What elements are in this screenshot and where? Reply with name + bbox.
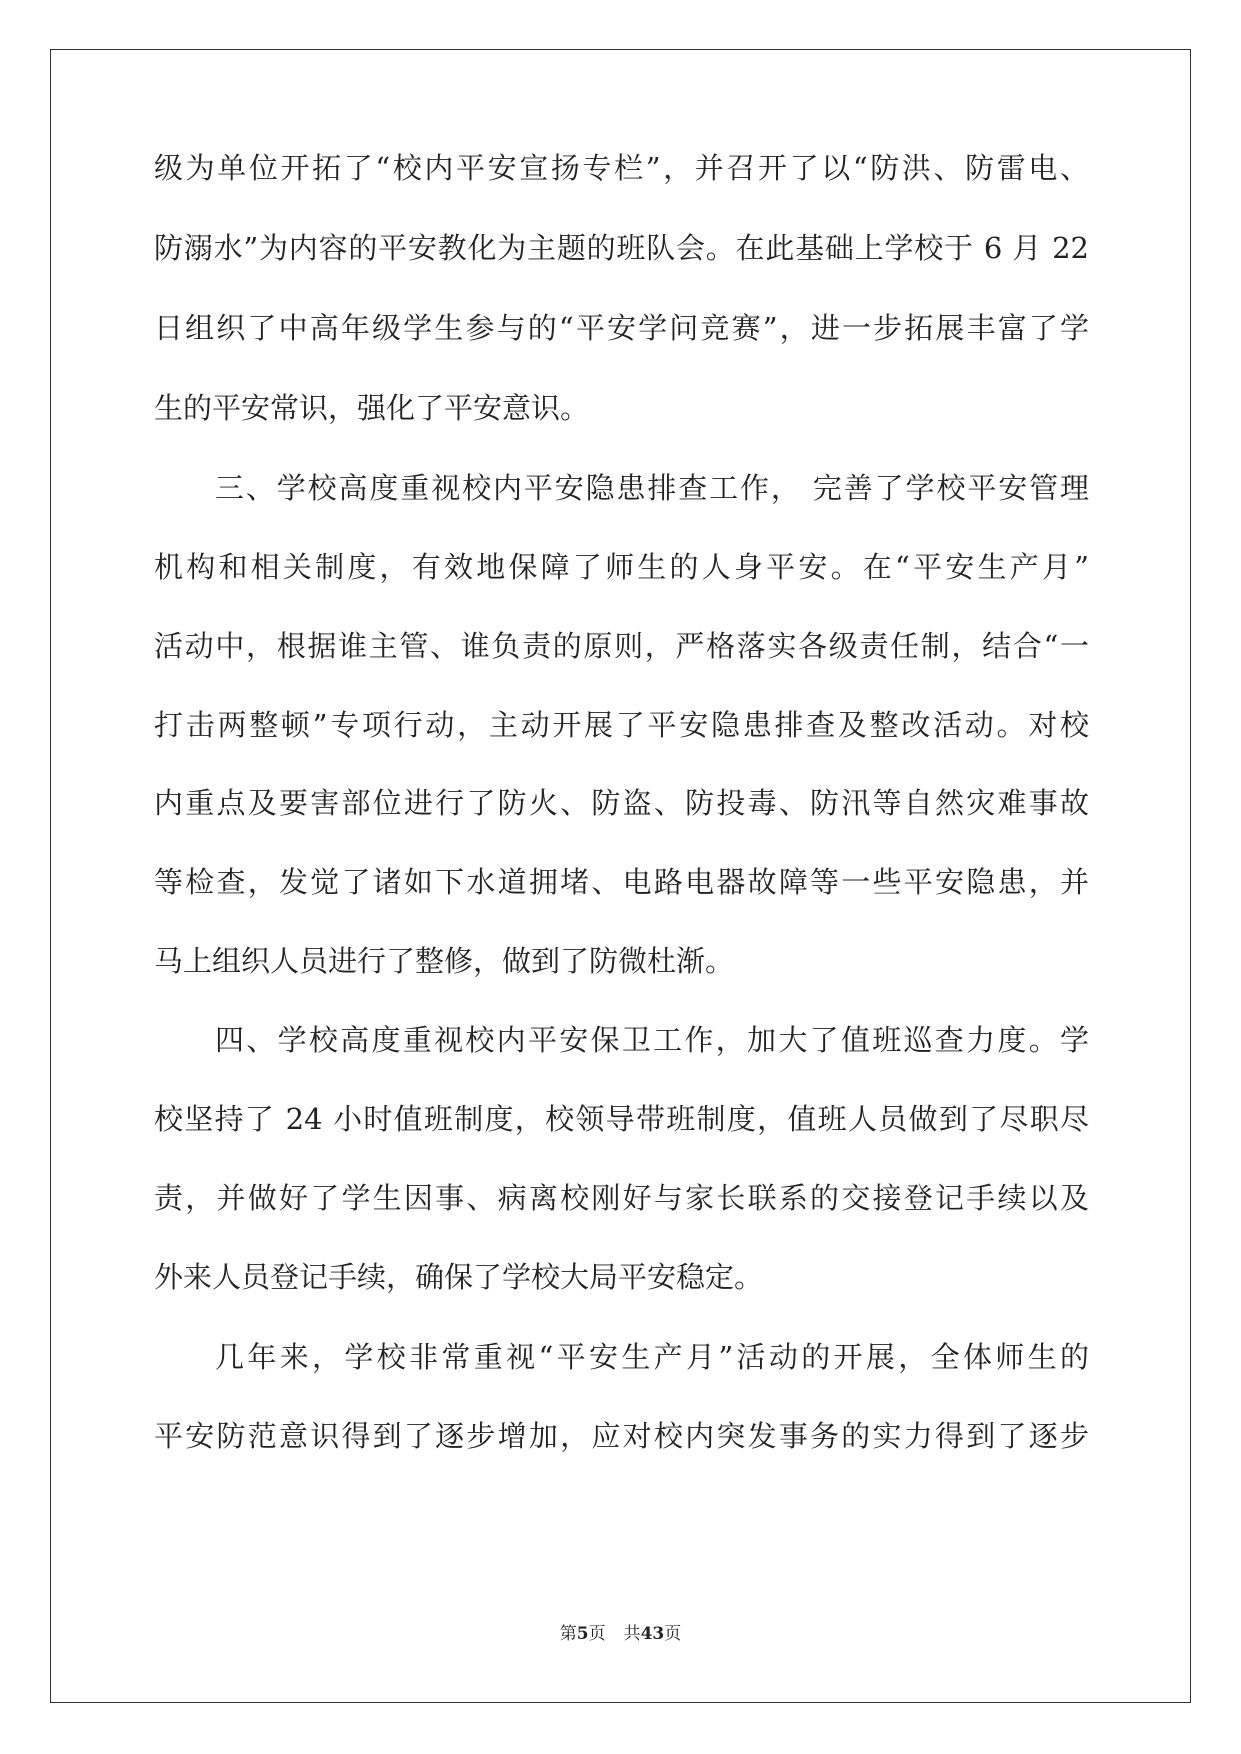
page-prefix: 第 (559, 1624, 577, 1644)
text-line: 打击两整顿”专项行动，主动开展了平安隐患排查及整改活动。对校 (154, 708, 1089, 742)
text-line: 机构和相关制度，有效地保障了师生的人身平安。在“平安生产月” (154, 550, 1089, 584)
total-pages: 43 (640, 1624, 665, 1644)
page-number: 5 (576, 1624, 589, 1644)
text-line: 外来人员登记手续，确保了学校大局平安稳定。 (154, 1260, 764, 1294)
text-line: 责，并做好了学生因事、病离校刚好与家长联系的交接登记手续以及 (154, 1181, 1089, 1215)
text-line: 活动中，根据谁主管、谁负责的原则，严格落实各级责任制，结合“一 (154, 629, 1089, 663)
page-suffix: 页 (588, 1624, 606, 1644)
paragraph-start-line: 三、学校高度重视校内平安隐患排查工作， 完善了学校平安管理 (215, 471, 1089, 505)
text-line: 平安防范意识得到了逐步增加，应对校内突发事务的实力得到了逐步 (154, 1419, 1089, 1453)
text-line: 内重点及要害部位进行了防火、防盗、防投毒、防汛等自然灾难事故 (154, 786, 1089, 820)
page-footer (0, 1622, 1241, 1646)
text-line: 生的平安常识，强化了平安意识。 (154, 391, 590, 425)
text-line: 校坚持了 24 小时值班制度，校领导带班制度，值班人员做到了尽职尽 (154, 1102, 1089, 1136)
text-line: 等检查，发觉了诸如下水道拥堵、电路电器故障等一些平安隐患，并 (154, 865, 1089, 899)
text-line: 级为单位开拓了“校内平安宣扬专栏”，并召开了以“防洪、防雷电、 (154, 151, 1089, 185)
text-line: 马上组织人员进行了整修，做到了防微杜渐。 (154, 944, 735, 978)
text-line: 日组织了中高年级学生参与的“平安学问竞赛”，进一步拓展丰富了学 (154, 311, 1089, 345)
text-line: 防溺水”为内容的平安教化为主题的班队会。在此基础上学校于 6 月 22 (154, 231, 1089, 265)
paragraph-start-line: 几年来，学校非常重视“平安生产月”活动的开展，全体师生的 (215, 1340, 1089, 1374)
total-suffix: 页 (664, 1624, 682, 1644)
paragraph-start-line: 四、学校高度重视校内平安保卫工作，加大了值班巡查力度。学 (215, 1023, 1089, 1057)
total-prefix: 共 (623, 1624, 641, 1644)
